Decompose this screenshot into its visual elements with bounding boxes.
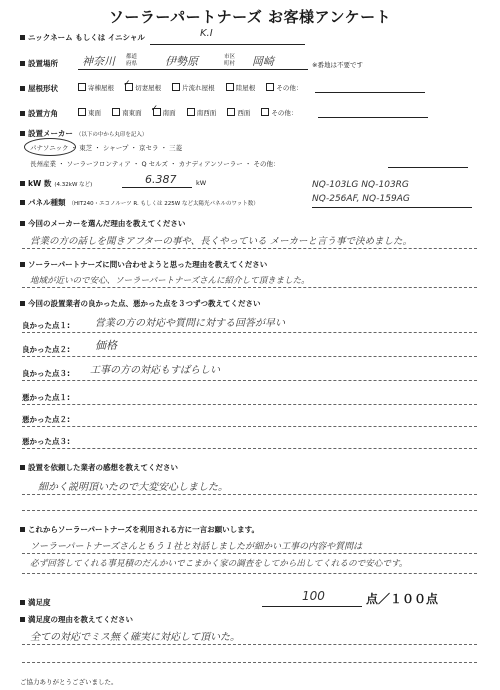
- location-label: 設置場所: [20, 58, 58, 69]
- kw-value: 6.387: [145, 173, 177, 186]
- q6-label: 満足度の理由を教えてください: [20, 614, 133, 625]
- q5-answer-2: 必ず回答してくれる事見積のだんかいでこまかく家の調査をしてから出してくれるので安心です。: [30, 559, 408, 569]
- panel-value-1: NQ-103LG NQ-103RG: [312, 180, 409, 190]
- q5-underline-1: [22, 553, 477, 554]
- bullet-icon: [20, 600, 25, 605]
- roof-other-underline: [315, 92, 425, 93]
- good-point-1-label: 良かった点１:: [22, 321, 70, 330]
- bullet-icon: [20, 111, 25, 116]
- checkbox-icon[interactable]: [187, 108, 195, 116]
- satisfaction-value: 100: [302, 589, 325, 603]
- q2-label: ソーラーパートナーズに問い合わせようと思った理由を教えてください: [20, 259, 267, 270]
- good-point-2: 価格: [95, 339, 117, 352]
- bullet-icon: [20, 200, 25, 205]
- bullet-icon: [20, 301, 25, 306]
- q2-underline: [22, 287, 477, 288]
- maker-label: 設置メーカー （以下の中から丸印を記入）: [20, 128, 147, 139]
- bad-point-2-label: 悪かった点２:: [22, 415, 70, 424]
- checkbox-icon[interactable]: [227, 108, 235, 116]
- nickname-underline: [150, 44, 305, 45]
- maker-canadian-solar[interactable]: カナディアンソーラー: [178, 160, 243, 168]
- maker-circle-mark: [24, 138, 76, 156]
- q6-answer: 全ての対応でミス無く確実に対応して頂いた。: [30, 632, 240, 643]
- bad-2-underline: [22, 426, 477, 427]
- location-city: 伊勢原: [165, 55, 198, 68]
- q1-answer: 営業の方の話しを聞きアフターの事や、長くやっている メーカーと言う事で決めました。: [30, 236, 412, 247]
- maker-panasonic[interactable]: パナソニック: [30, 144, 69, 152]
- satisfaction-suffix: 点／１００点: [366, 592, 439, 606]
- roof-shape-label: 屋根形状: [20, 83, 58, 94]
- maker-kyocera[interactable]: 京セラ: [139, 144, 159, 152]
- maker-sharp[interactable]: シャープ: [102, 144, 129, 152]
- bullet-icon: [20, 465, 25, 470]
- direction-option-other[interactable]: その他：: [261, 108, 297, 117]
- q1-label: 今回のメーカーを選んだ理由を教えてください: [20, 218, 185, 229]
- q6-underline-1: [22, 644, 477, 645]
- q4-underline-1: [22, 494, 477, 495]
- panel-underline: [312, 207, 472, 208]
- q4-label: 設置を依頼した業者の感想を教えてください: [20, 462, 178, 473]
- roof-shape-options: [78, 79, 311, 92]
- good-3-underline: [22, 380, 477, 381]
- good-point-1: 営業の方の対応や質問に対する回答が早い: [95, 318, 285, 329]
- satisfaction-label: 満足度: [20, 597, 51, 608]
- bullet-icon: [20, 61, 25, 66]
- kw-label: kW 数 (4.32kW など): [20, 178, 92, 189]
- location-note: ※番地は不要です: [312, 61, 363, 69]
- bullet-icon: [20, 35, 25, 40]
- bad-point-1-label: 悪かった点１:: [22, 393, 70, 402]
- good-2-underline: [22, 356, 477, 357]
- maker-q-cells[interactable]: Q セルズ: [141, 160, 168, 168]
- bullet-icon: [20, 527, 25, 532]
- bad-1-underline: [22, 404, 477, 405]
- direction-other-underline: [318, 117, 428, 118]
- checkbox-icon[interactable]: [266, 83, 274, 91]
- location-underline: [78, 69, 308, 70]
- direction-option-southeast[interactable]: 南東面: [112, 108, 142, 117]
- maker-solar-frontier[interactable]: ソーラーフロンティア: [66, 160, 131, 168]
- maker-other-underline: [388, 167, 468, 168]
- maker-row-2: 長州産業 ・ ソーラーフロンティア ・ Q セルズ ・ カナディアンソーラー ・ その他：: [30, 160, 280, 168]
- checkmark-icon: ✓: [150, 104, 159, 114]
- maker-toshiba[interactable]: 東芝: [79, 144, 93, 152]
- footer-thanks: ご協力ありがとうございました。: [20, 678, 118, 686]
- direction-label: 設置方角: [20, 108, 58, 119]
- q2-answer: 地域が近いので安心、ソーラーパートナーズさんに紹介して頂きました。: [30, 276, 310, 286]
- q4-underline-2: [22, 510, 477, 511]
- direction-option-south[interactable]: ✓ 南面: [150, 104, 176, 117]
- q5-label: これからソーラーパートナーズを利用される方に一言お願いします。: [20, 524, 259, 535]
- location-area: 岡崎: [252, 55, 274, 68]
- q5-underline-2: [22, 573, 477, 574]
- checkbox-icon[interactable]: [78, 83, 86, 91]
- roof-option-kirizuma[interactable]: ✓ 切妻屋根: [123, 79, 162, 92]
- panel-label: パネル種類 （HIT240・エコノルーツ R. もしくは 225W など太陽光パネルのワット数）: [20, 197, 259, 208]
- checkbox-icon[interactable]: [261, 108, 269, 116]
- bullet-icon: [20, 262, 25, 267]
- maker-mitsubishi[interactable]: 三菱: [169, 144, 183, 152]
- roof-option-yosemune[interactable]: 寄棟屋根: [78, 83, 114, 92]
- maker-row-1: パナソニック ・ 東芝 ・ シャープ ・ 京セラ ・ 三菱: [30, 144, 183, 152]
- q6-underline-2: [22, 662, 477, 663]
- checkbox-icon[interactable]: [78, 108, 86, 116]
- panel-value-2: NQ-256AF, NQ-159AG: [312, 194, 410, 204]
- q3-label: 今回の設置業者の良かった点、悪かった点を３つずつ教えてください: [20, 298, 261, 309]
- kw-underline: [122, 187, 192, 188]
- bullet-icon: [20, 131, 25, 136]
- location-pref: 神奈川: [82, 55, 115, 68]
- kw-unit: kW: [196, 179, 207, 187]
- checkbox-icon[interactable]: [226, 83, 234, 91]
- checkmark-icon: ✓: [123, 79, 131, 89]
- q4-answer: 細かく説明頂いたので大変安心しました。: [38, 482, 228, 493]
- good-point-2-label: 良かった点２:: [22, 345, 70, 354]
- nickname-label: ニックネーム もしくは イニシャル: [20, 32, 145, 43]
- nickname-value: K.I: [200, 28, 213, 39]
- q5-answer-1: ソーラーパートナーズさんともう１社と対話しましたが細かい工事の内容や質問は: [30, 542, 363, 552]
- good-point-3-label: 良かった点３:: [22, 369, 70, 378]
- direction-options: [78, 104, 306, 117]
- roof-option-katanagare[interactable]: 片流れ屋根: [172, 83, 215, 92]
- roof-option-other[interactable]: その他：: [266, 83, 302, 92]
- maker-other[interactable]: その他：: [253, 160, 280, 168]
- city-unit: 市区町村: [224, 54, 236, 67]
- direction-option-east[interactable]: 東面: [78, 108, 101, 117]
- direction-option-southwest[interactable]: 南西面: [187, 108, 217, 117]
- bullet-icon: [20, 181, 25, 186]
- checkbox-icon[interactable]: [112, 108, 120, 116]
- pref-unit: 都道府県: [126, 54, 138, 67]
- good-1-underline: [22, 332, 477, 333]
- checkbox-icon[interactable]: [172, 83, 180, 91]
- q1-underline: [22, 248, 477, 249]
- bad-point-3-label: 悪かった点３:: [22, 437, 70, 446]
- bullet-icon: [20, 86, 25, 91]
- roof-option-rikuyane[interactable]: 陸屋根: [226, 83, 256, 92]
- bullet-icon: [20, 617, 25, 622]
- bullet-icon: [20, 221, 25, 226]
- bad-3-underline: [22, 448, 477, 449]
- direction-option-west[interactable]: 西面: [227, 108, 250, 117]
- page-title: ソーラーパートナーズ お客様アンケート: [108, 8, 392, 26]
- maker-choshu[interactable]: 長州産業: [30, 160, 56, 168]
- good-point-3: 工事の方の対応もすばらしい: [90, 365, 220, 376]
- satisfaction-underline: [262, 606, 362, 607]
